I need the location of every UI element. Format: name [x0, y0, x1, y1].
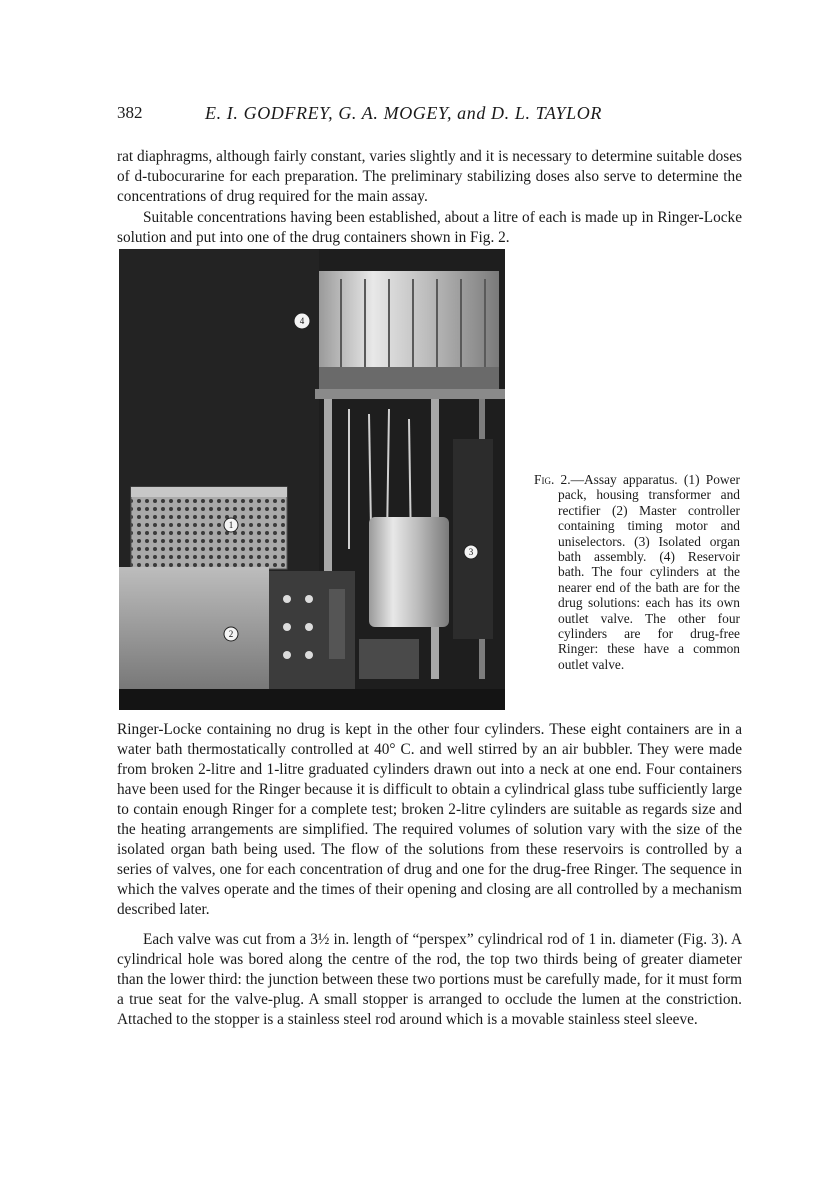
running-head: E. I. GODFREY, G. A. MOGEY, and D. L. TAYLOR — [205, 103, 602, 123]
callout-3 — [464, 545, 478, 559]
page-number: 382 — [117, 103, 143, 122]
apparatus-photo-illustration — [119, 249, 505, 710]
paragraph-valve: Each valve was cut from a 3½ in. length of “perspex” cylindrical rod of 1 in. diameter (Fig. 3). A cylindrical hole was bored along the centre of the rod, the top two thirds being of greater diameter than the lower third: the junction between these two portions must be carefully made, for it must form a true seat for the valve-plug. A small stopper is arranged to occlude the lumen at the constriction. Attached to the stopper is a stainless steel rod around which is a movable stainless steel sleeve. — [117, 931, 742, 1028]
callout-4 — [294, 313, 310, 329]
caption-label: Fig. 2. — [534, 472, 571, 487]
svg-text:1: 1 — [228, 520, 234, 530]
paragraph-containers: Ringer-Locke containing no drug is kept in the other four cylinders. These eight containers are in a water bath thermostatically controlled at 40° C. and well stirred by an air bubbler. They were made from broken 2-litre and 1-litre graduated cylinders drawn out into a neck at one end. Four containers have been used for the Ringer because it is difficult to obtain a cylindrical glass tube sufficiently large to contain enough Ringer for a complete test; broken 2-litre cylinders are suitable as regards size and the heating arrangements are simplified. The required volumes of solution vary with the size of the isolated organ bath being used. The flow of the solutions from these reservoirs is controlled by a series of valves, one for each concentration of drug and one for the drug-free Ringer. The sequence in which the valves operate and the times of their opening and closing are all controlled by a mechanism described later. — [117, 721, 742, 918]
figure-assay-apparatus-photo — [119, 249, 505, 710]
paragraph-concentrations: Suitable concentrations having been established, about a litre of each is made up in Ringer-Locke solution and put into one of the drug containers shown in Fig. 2. — [117, 209, 742, 246]
master-controller — [119, 567, 269, 707]
caption-text: —Assay apparatus. (1) Power pack, housing transformer and rectifier (2) Master controller containing timing motor and uniselectors. (3) Isolated organ bath assembly. (4) Reservoir bath. The four cylinders at the nearer end of the bath are for the drug solutions: each has its own outlet valve. The other four cylinders are for drug-free Ringer: these have a common outlet valve. — [558, 472, 740, 672]
paragraph-continuation: rat diaphragms, although fairly constant, varies slightly and it is necessary to determine suitable doses of d-tubocurarine for each preparation. The preliminary stabilizing doses also serve to determine the concentrations of drug required for the main assay. — [117, 148, 742, 205]
figure-caption — [534, 472, 740, 672]
organ-bath-assembly — [369, 517, 449, 627]
svg-text:3: 3 — [468, 547, 474, 557]
callout-1 — [224, 518, 238, 532]
page-header — [117, 103, 742, 131]
svg-text:2: 2 — [228, 629, 234, 639]
svg-text:4: 4 — [299, 316, 305, 326]
callout-2 — [224, 627, 238, 641]
power-pack — [131, 487, 287, 569]
